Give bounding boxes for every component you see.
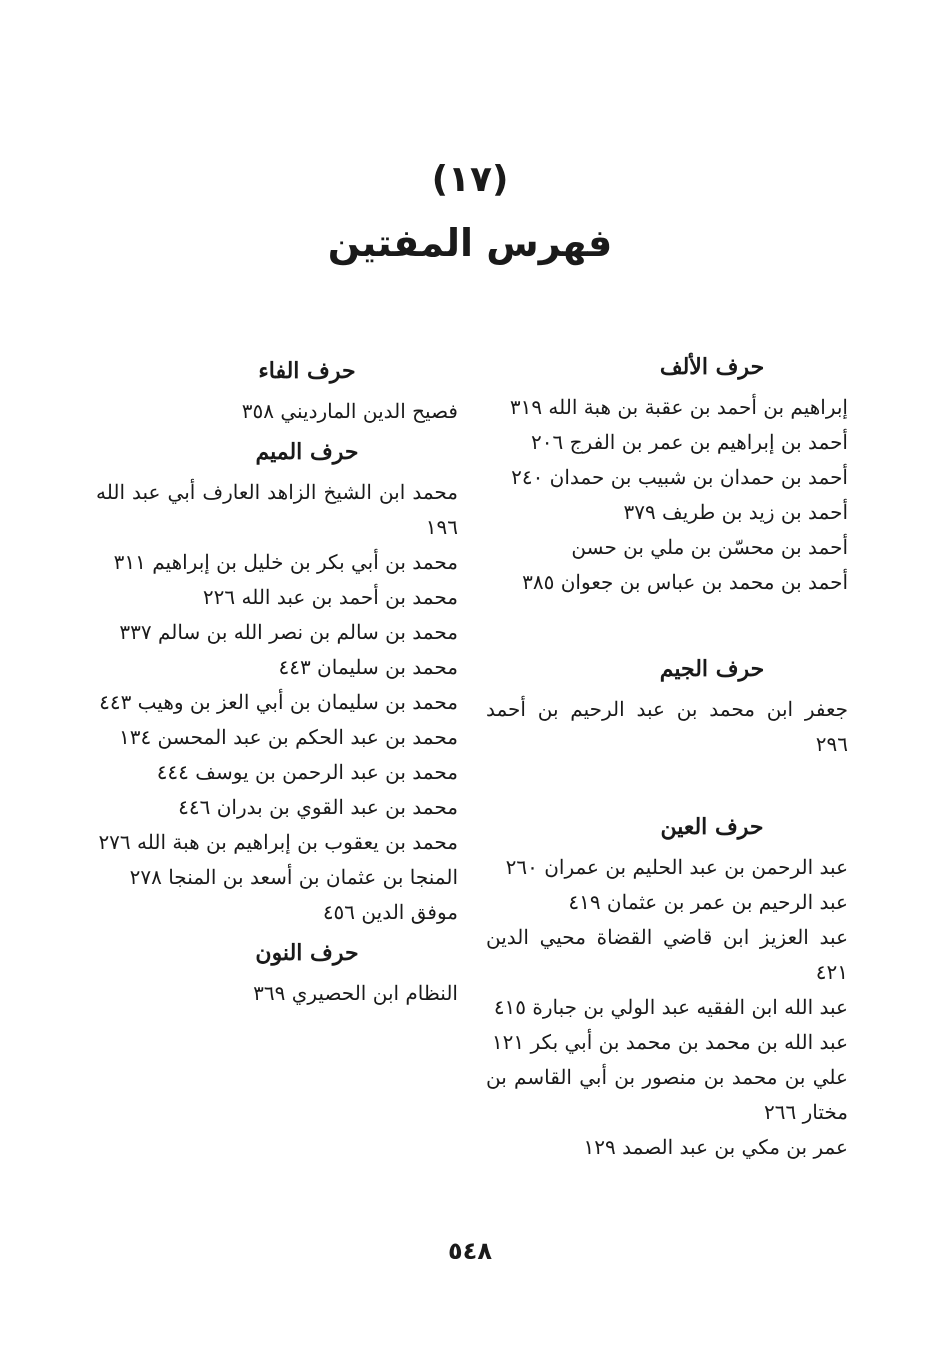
index-entry: محمد بن سليمان ٤٤٣ <box>278 655 458 679</box>
section-heading-nun: حرف النون <box>255 940 359 966</box>
index-entry: عبد الرحمن بن عبد الحليم بن عمران ٢٦٠ <box>505 855 848 879</box>
section-heading-mim: حرف الميم <box>255 439 359 465</box>
page-number: ٥٤٨ <box>448 1237 492 1265</box>
page-title: فهرس المفتين <box>327 221 613 265</box>
index-entry: أحمد بن إبراهيم بن عمر بن الفرج ٢٠٦ <box>531 430 848 454</box>
index-entry: أحمد بن زيد بن طريف ٣٧٩ <box>623 500 848 524</box>
section-heading-alif: حرف الألف <box>659 354 765 380</box>
index-entry: محمد بن سليمان بن أبي العز بن وهيب ٤٤٣ <box>99 690 458 714</box>
index-entry: محمد بن عبد الرحمن بن يوسف ٤٤٤ <box>156 760 458 784</box>
index-entry: محمد بن عبد القوي بن بدران ٤٤٦ <box>178 795 458 819</box>
index-entry: إبراهيم بن أحمد بن عقبة بن هبة الله ٣١٩ <box>509 395 848 419</box>
section-heading-fa: حرف الفاء <box>258 358 356 384</box>
index-entry: محمد بن أحمد بن عبد الله ٢٢٦ <box>202 585 458 609</box>
chapter-number: (١٧) <box>431 159 509 200</box>
index-entry: عبد الرحيم بن عمر بن عثمان ٤١٩ <box>568 890 848 914</box>
index-entry: محمد ابن الشيخ الزاهد العارف أبي عبد الله ١٩٦ <box>96 480 458 539</box>
index-entry: أحمد بن محسّن بن ملي بن حسن <box>571 535 848 559</box>
right-column <box>486 348 848 1165</box>
index-entry: موفق الدين ٤٥٦ <box>322 900 458 924</box>
index-entry: محمد بن عبد الحكم بن عبد المحسن ١٣٤ <box>118 725 458 749</box>
index-entry: أحمد بن حمدان بن شبيب بن حمدان ٢٤٠ <box>511 465 848 489</box>
index-entry: المنجا بن عثمان بن أسعد بن المنجا ٢٧٨ <box>129 865 458 889</box>
index-entry: عبد الله بن محمد بن محمد بن أبي بكر ١٢١ <box>491 1030 848 1054</box>
left-column <box>96 352 458 1011</box>
index-entry: النظام ابن الحصيري ٣٦٩ <box>253 981 458 1005</box>
index-entry: محمد بن أبي بكر بن خليل بن إبراهيم ٣١١ <box>113 550 458 574</box>
index-entry: محمد بن سالم بن نصر الله بن سالم ٣٣٧ <box>119 620 458 644</box>
section-heading-jim: حرف الجيم <box>659 656 765 682</box>
index-entry: عمر بن مكي بن عبد الصمد ١٢٩ <box>583 1135 848 1159</box>
index-entry: محمد بن يعقوب بن إبراهيم بن هبة الله ٢٧٦ <box>98 830 458 854</box>
section-heading-ayn: حرف العين <box>660 814 764 840</box>
index-entry: فصيح الدين المارديني ٣٥٨ <box>241 399 458 423</box>
index-entry: علي بن محمد بن منصور بن أبي القاسم بن مختار ٢٦٦ <box>486 1065 848 1124</box>
index-entry: أحمد بن محمد بن عباس بن جعوان ٣٨٥ <box>522 570 848 594</box>
index-entry: عبد العزيز ابن قاضي القضاة محيي الدين ٤٢١ <box>486 925 848 984</box>
index-entry: جعفر ابن محمد بن عبد الرحيم بن أحمد ٢٩٦ <box>486 697 848 756</box>
index-entry: عبد الله ابن الفقيه عبد الولي بن جبارة ٤١٥ <box>493 995 848 1019</box>
